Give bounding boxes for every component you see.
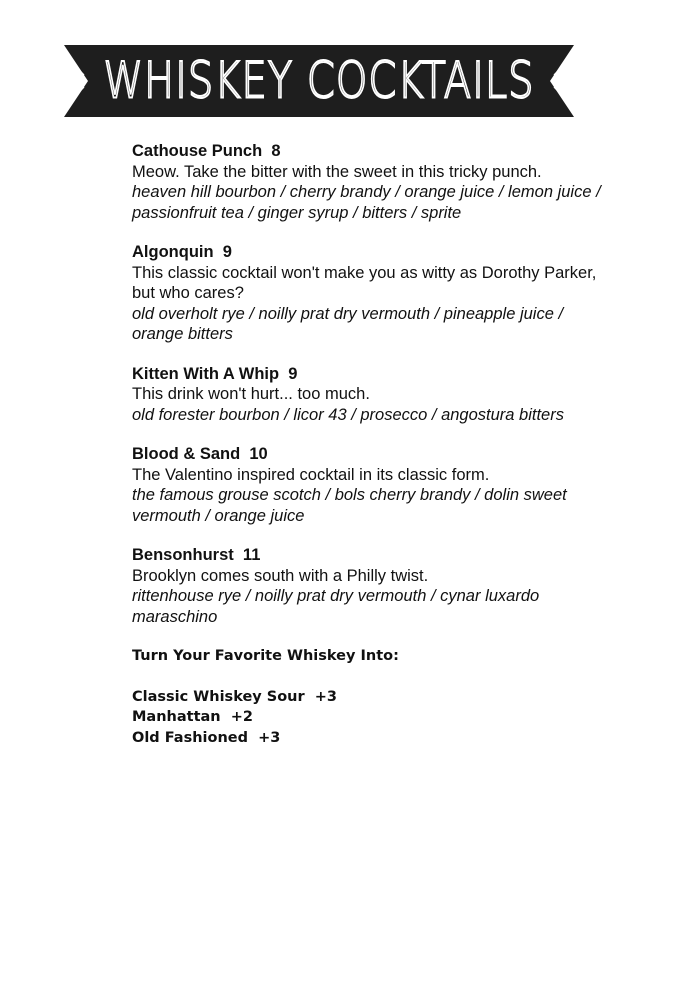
- page-title: WHISKEY COCKTAILS: [103, 52, 535, 110]
- upgrade-item: Classic Whiskey Sour +3: [132, 688, 337, 705]
- menu-item: [132, 444, 602, 526]
- menu-item-description: This drink won't hurt... too much.: [132, 385, 370, 403]
- menu-item: [132, 141, 602, 223]
- menu-item: [132, 364, 602, 426]
- menu-item-ingredients: the famous grouse scotch / bols cherry brandy / dolin sweet vermouth / orange juice: [132, 486, 567, 525]
- title-banner: [64, 45, 574, 117]
- menu-item-description: The Valentino inspired cocktail in its classic form.: [132, 465, 490, 484]
- menu-item-heading: Bensonhurst 11: [132, 546, 261, 564]
- menu-item-heading: Kitten With A Whip 9: [132, 364, 298, 383]
- menu-item-ingredients: rittenhouse rye / noilly prat dry vermouth / cynar luxardo maraschino: [132, 587, 540, 626]
- menu-item: [132, 545, 602, 627]
- upgrade-item: Old Fashioned +3: [132, 729, 281, 746]
- cocktail-menu: [132, 141, 602, 748]
- menu-item-ingredients: old overholt rye / noilly prat dry vermouth / pineapple juice / orange bitters: [132, 304, 564, 343]
- menu-item-description: Brooklyn comes south with a Philly twist.: [132, 566, 429, 585]
- menu-item-ingredients: heaven hill bourbon / cherry brandy / orange juice / lemon juice / passionfruit tea / ginger syrup / bitters / sprite: [132, 183, 601, 222]
- menu-item-description: This classic cocktail won't make you as witty as Dorothy Parker, but who cares?: [132, 263, 597, 302]
- menu-item-ingredients: old forester bourbon / licor 43 / prosecco / angostura bitters: [132, 405, 564, 424]
- upgrades-heading: Turn Your Favorite Whiskey Into:: [132, 648, 399, 664]
- menu-item-heading: Blood & Sand 10: [132, 445, 268, 463]
- menu-item-description: Meow. Take the bitter with the sweet in this tricky punch.: [132, 162, 542, 181]
- menu-item-heading: Cathouse Punch 8: [132, 142, 281, 160]
- whiskey-upgrades: [132, 646, 602, 748]
- menu-item-heading: Algonquin 9: [132, 243, 232, 261]
- menu-item: [132, 242, 602, 345]
- upgrade-item: Manhattan +2: [132, 709, 253, 725]
